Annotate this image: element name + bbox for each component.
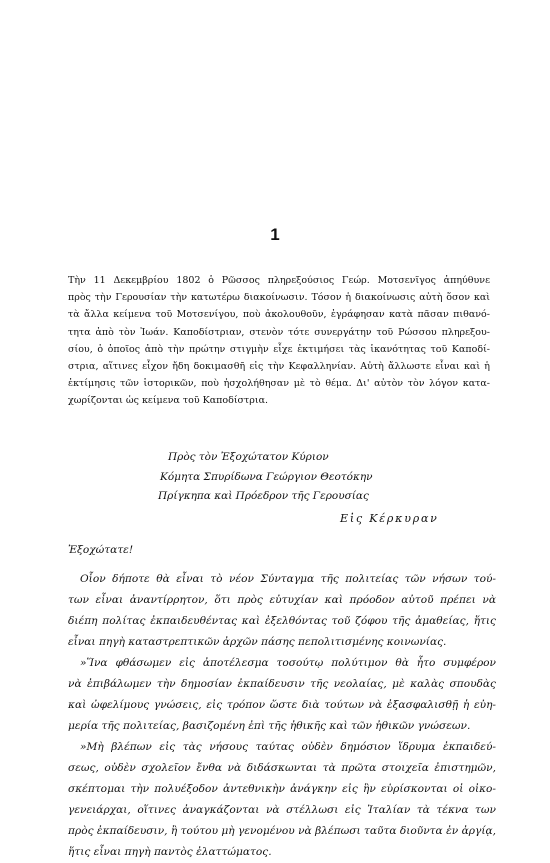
address-line: Κόμητα Σπυρίδωνα Γεώργιον Θεοτόκην [160,470,373,483]
preface-line: χωρίζονται ὡς κείμενα τοῦ Καποδίστρια. [68,395,269,407]
preface-line: τὰ ἄλλα κείμενα τοῦ Μοτσενίγου, ποὺ ἀκολουθοῦν, ἐγράφησαν κατὰ πᾶσαν πιθανό- [68,309,490,321]
letter-line: »Μὴ βλέπων εἰς τὰς νήσους ταύτας οὐδὲν δημόσιον ἵδρυμα ἐκπαιδεύ- [80,741,496,753]
letter-line: γενειάρχαι, οἵτινες ἀναγκάζονται νὰ στέλλωσι εἰς Ἰταλίαν τὰ τέκνα των [68,804,496,816]
letter-address-block [158,448,478,507]
preface-line: σίου, ὁ ὁποῖος ἀπὸ τὴν πρώτην στιγμὴν εἶχε ἐκτιμήσει τὰς ἱκανότητας τοῦ Καποδί- [68,343,490,355]
letter-line: νὰ ἐπιβάλωμεν τὴν δημοσίαν ἐκπαίδευσιν τῆς νεολαίας, μὲ καλὰς σπουδὰς [68,678,496,690]
letter-line: διέπη πολίτας ἐκπαιδευθέντας καὶ ἐξελθόντας τοῦ ζόφου τῆς ἀμαθείας, ἥτις [68,615,496,627]
preface-line: πρὸς τὴν Γερουσίαν τὴν κατωτέρω διακοίνωσιν. Τόσον ἡ διακοίνωσις αὐτὴ ὅσον καὶ [68,292,490,304]
letter-body [68,540,496,863]
chapter-number: 1 [270,225,280,244]
letter-line: καὶ ὠφελίμους γνώσεις, εἰς τρόπον ὥστε διὰ τούτων νὰ ἐξασφαλισθῇ ἡ εὐη- [68,699,496,711]
preface-line: ἐκτίμησις τῶν ἱστορικῶν, ποὺ ἠσχολήθησαν μὲ τὸ θέμα. Δι' αὐτὸν τὸν λόγον κατα- [68,378,490,390]
letter-line: σκέπτομαι τὴν πολυέξοδον ἀντεθνικὴν ἀνάγκην εἰς ἣν εὑρίσκονται οἱ οἰκο- [68,783,496,795]
letter-line: μερία τῆς πολιτείας, βασιζομένη ἐπὶ τῆς ἠθικῆς καὶ τῶν ἠθικῶν γνώσεων. [68,720,471,732]
letter-destination: Εἰς Κέρκυραν [340,512,439,525]
letter-line: πρὸς ἐκπαίδευσιν, ἢ τούτου μὴ γενομένου νὰ βλέπωσι ταῦτα διοῦντα ἐν ἀργίᾳ, [68,825,496,837]
preface-line: Τὴν 11 Δεκεμβρίου 1802 ὁ Ρῶσσος πληρεξούσιος Γεώρ. Μοτσενῖγος ἀπηύθυνε [68,275,490,286]
letter-line: ἥτις εἶναι πηγὴ παντὸς ἐλαττώματος. [68,846,272,858]
editorial-preface [68,272,490,410]
letter-line: Οἷον δήποτε θὰ εἶναι τὸ νέον Σύνταγμα τῆς πολιτείας τῶν νήσων τού- [80,573,496,585]
letter-salutation: Ἐξοχώτατε! [68,544,134,556]
address-line: Πρίγκηπα καὶ Πρόεδρον τῆς Γερουσίας [158,490,369,502]
letter-line: εἶναι πηγὴ καταστρεπτικῶν ἀρχῶν πάσης πεπολιτισμένης κοινωνίας. [68,636,447,648]
preface-line: τητα ἀπὸ τὸν Ἰωάν. Καποδίστριαν, στενὸν τότε συνεργάτην τοῦ Ρώσσου πληρεξου- [68,326,490,338]
letter-line: »Ἵνα φθάσωμεν εἰς ἀποτέλεσμα τοσούτῳ πολύτιμον θὰ ἦτο συμφέρον [80,657,496,669]
address-line: Πρὸς τὸν Ἐξοχώτατον Κύριον [168,451,329,463]
letter-line: των εἶναι ἀναντίρρητον, ὅτι πρὸς εὐτυχίαν καὶ πρόοδον αὐτοῦ πρέπει νὰ [68,594,496,606]
letter-line: σεως, οὐδὲν σχολεῖον ἔνθα νὰ διδάσκωνται τὰ πρῶτα στοιχεῖα ἐπιστημῶν, [68,762,496,774]
preface-line: στρια, αἵτινες εἶχον ἤδη δοκιμασθῆ εἰς τὴν Κεφαλληνίαν. Αὐτὴ ἄλλωστε εἶναι καὶ ἡ [68,361,490,373]
